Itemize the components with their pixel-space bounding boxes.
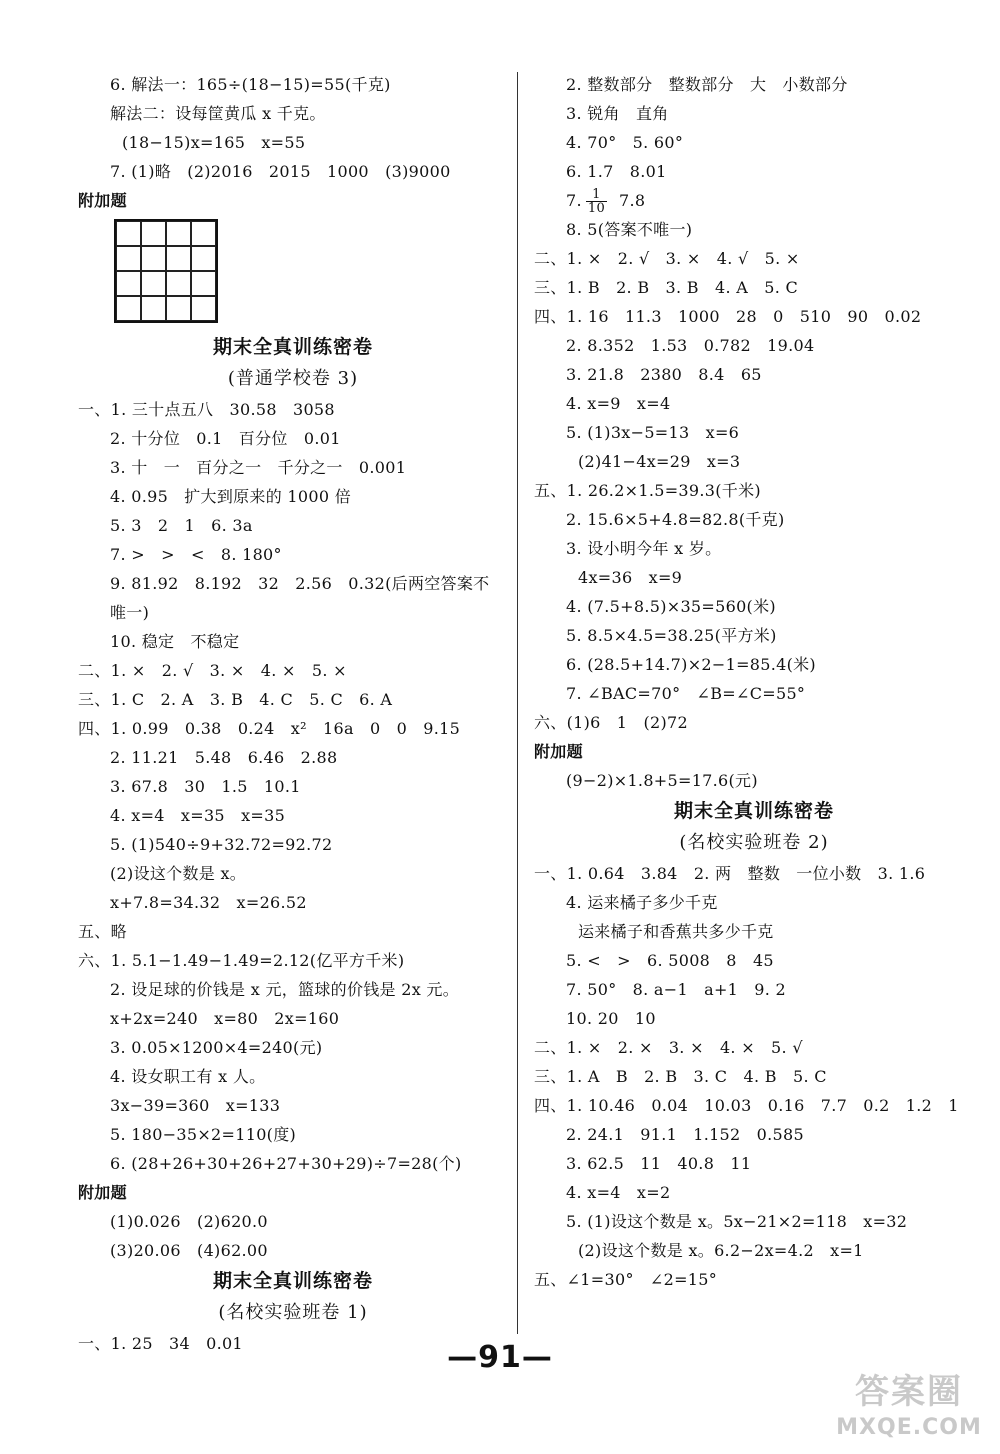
answer-line: 四、1. 0.99 0.38 0.24 x² 16a 0 0 9.15 xyxy=(78,719,461,738)
grid-cell xyxy=(116,246,141,271)
answer-line: 二、1. × 2. √ 3. × 4. × 5. × xyxy=(78,661,347,680)
answer-line: 2. 设足球的价钱是 x 元，篮球的价钱是 2x 元。 xyxy=(110,980,460,999)
answer-line: 2. 15.6×5+4.8=82.8(千克) xyxy=(566,510,785,529)
answer-line: 四、1. 10.46 0.04 10.03 0.16 7.7 0.2 1.2 1 xyxy=(534,1096,959,1115)
section-subtitle: (普通学校卷 3) xyxy=(227,368,359,389)
answer-line: 4. x=4 x=2 xyxy=(566,1183,671,1202)
answer-line: 三、1. C 2. A 3. B 4. C 5. C 6. A xyxy=(78,690,393,709)
grid-cell xyxy=(191,271,216,296)
answer-line: 二、1. × 2. × 3. × 4. × 5. √ xyxy=(534,1038,803,1057)
answer-line: (1)0.026 (2)620.0 xyxy=(110,1212,268,1231)
answer-line: 3. 67.8 30 1.5 10.1 xyxy=(110,777,301,796)
answer-line: 7. 50° 8. a−1 a+1 9. 2 xyxy=(566,980,787,999)
answer-line xyxy=(534,186,974,215)
answer-line: 一、1. 三十点五八 30.58 3058 xyxy=(78,400,335,419)
grid-cell xyxy=(141,246,166,271)
answer-line: 一、1. 0.64 3.84 2. 两 整数 一位小数 3. 1.6 xyxy=(534,864,926,883)
grid-cell xyxy=(191,296,216,321)
answer-line: 2. 11.21 5.48 6.46 2.88 xyxy=(110,748,338,767)
grid-cell xyxy=(191,221,216,246)
answer-line: 6. 1.7 8.01 xyxy=(566,162,667,181)
grid-cell xyxy=(166,296,191,321)
answer-line: 二、1. × 2. √ 3. × 4. √ 5. × xyxy=(534,249,800,268)
answer-line: 3. 21.8 2380 8.4 65 xyxy=(566,365,762,384)
answer-line: 6. (28.5+14.7)×2−1=85.4(米) xyxy=(566,655,816,674)
answer-line: 解法二：设每筐黄瓜 x 千克。 xyxy=(110,104,326,123)
grid-table xyxy=(114,219,218,323)
answer-line: 3. 0.05×1200×4=240(元) xyxy=(110,1038,323,1057)
answer-line: (2)设这个数是 x。6.2−2x=4.2 x=1 xyxy=(578,1241,864,1260)
answer-line: 8. 5(答案不唯一) xyxy=(566,220,693,239)
answer-line: 4x=36 x=9 xyxy=(578,568,683,587)
answer-line: 五、1. 26.2×1.5=39.3(千米) xyxy=(534,481,761,500)
answer-line: 一、1. 25 34 0.01 xyxy=(78,1334,243,1353)
answer-line: (9−2)×1.8+5=17.6(元) xyxy=(566,771,758,790)
answer-line: 六、1. 5.1−1.49−1.49=2.12(亿平方千米) xyxy=(78,951,405,970)
answer-line: 三、1. B 2. B 3. B 4. A 5. C xyxy=(534,278,799,297)
answer-line: x+7.8=34.32 x=26.52 xyxy=(110,893,307,912)
answer-line: 三、1. A B 2. B 3. C 4. B 5. C xyxy=(534,1067,827,1086)
answer-grid-figure xyxy=(78,215,508,331)
section-title: 期末全真训练密卷 xyxy=(212,1270,373,1292)
answer-line: 4. 0.95 扩大到原来的 1000 倍 xyxy=(110,487,352,506)
answer-line: (2)41−4x=29 x=3 xyxy=(578,452,741,471)
section-subtitle: (名校实验班卷 2) xyxy=(679,832,829,853)
answer-line: 6. (28+26+30+26+27+30+29)÷7=28(个) xyxy=(110,1154,462,1173)
bonus-heading: 附加题 xyxy=(78,1183,127,1202)
left-column xyxy=(78,70,508,1358)
grid-cell xyxy=(166,271,191,296)
answer-line: 6. 解法一：165÷(18−15)=55(千克) xyxy=(110,75,391,94)
fraction-numerator: 1 xyxy=(586,188,607,202)
answer-line: 5. (1)设这个数是 x。5x−21×2=118 x=32 xyxy=(566,1212,908,1231)
answer-line: 2. 十分位 0.1 百分位 0.01 xyxy=(110,429,341,448)
answer-line: 四、1. 16 11.3 1000 28 0 510 90 0.02 xyxy=(534,307,922,326)
answer-line: 4. 设女职工有 x 人。 xyxy=(110,1067,266,1086)
right-column xyxy=(534,70,974,1294)
answer-prefix: 7. xyxy=(566,191,582,210)
fraction-denominator: 10 xyxy=(587,201,606,216)
answer-line: 5. (1)540÷9+32.72=92.72 xyxy=(110,835,333,854)
grid-cell xyxy=(141,296,166,321)
answer-line: 4. (7.5+8.5)×35=560(米) xyxy=(566,597,776,616)
answer-line: 六、(1)6 1 (2)72 xyxy=(534,713,688,732)
answer-line: 3x−39=360 x=133 xyxy=(110,1096,281,1115)
watermark-text: 答案圈 xyxy=(855,1372,963,1412)
answer-line: (3)20.06 (4)62.00 xyxy=(110,1241,268,1260)
answer-line: 5. 180−35×2=110(度) xyxy=(110,1125,297,1144)
answer-line: 5. 3 2 1 6. 3a xyxy=(110,516,253,535)
page-number: —91— xyxy=(447,1340,553,1375)
answer-line: 7. ∠BAC=70° ∠B=∠C=55° xyxy=(566,684,806,703)
section-title: 期末全真训练密卷 xyxy=(673,800,834,822)
grid-cell xyxy=(141,271,166,296)
answer-line: 5. 8.5×4.5=38.25(平方米) xyxy=(566,626,777,645)
answer-line: (2)设这个数是 x。 xyxy=(110,864,247,883)
answer-line: x+2x=240 x=80 2x=160 xyxy=(110,1009,340,1028)
answer-line: 5. < > 6. 5008 8 45 xyxy=(566,951,774,970)
answer-line: 唯一) xyxy=(110,603,150,622)
grid-cell xyxy=(116,271,141,296)
answer-line: 7. > > < 8. 180° xyxy=(110,545,282,564)
grid-cell xyxy=(141,221,166,246)
answer-line: 2. 整数部分 整数部分 大 小数部分 xyxy=(566,75,848,94)
answer-line: 4. x=9 x=4 xyxy=(566,394,671,413)
answer-line: 3. 十 一 百分之一 千分之一 0.001 xyxy=(110,458,407,477)
answer-suffix: 7.8 xyxy=(619,191,646,210)
watermark-url: MXQE.COM xyxy=(836,1415,982,1440)
answer-line: 5. (1)3x−5=13 x=6 xyxy=(566,423,740,442)
answer-line: 10. 20 10 xyxy=(566,1009,656,1028)
answer-line: 3. 62.5 11 40.8 11 xyxy=(566,1154,752,1173)
watermark-logo xyxy=(834,1370,984,1448)
bonus-heading: 附加题 xyxy=(534,742,583,761)
grid-cell xyxy=(166,246,191,271)
answer-line: 10. 稳定 不稳定 xyxy=(110,632,240,651)
section-subtitle: (名校实验班卷 1) xyxy=(218,1302,368,1323)
answer-line: 4. 70° 5. 60° xyxy=(566,133,684,152)
answer-line: 运来橘子和香蕉共多少千克 xyxy=(578,922,774,941)
answer-line: 4. x=4 x=35 x=35 xyxy=(110,806,286,825)
answer-line: 五、略 xyxy=(78,922,127,941)
answer-line: 2. 24.1 91.1 1.152 0.585 xyxy=(566,1125,804,1144)
grid-cell xyxy=(116,221,141,246)
grid-cell xyxy=(166,221,191,246)
answer-line: 9. 81.92 8.192 32 2.56 0.32(后两空答案不 xyxy=(110,574,490,593)
column-divider xyxy=(517,72,518,1334)
answer-line: 4. 运来橘子多少千克 xyxy=(566,893,718,912)
answer-line: 3. 设小明今年 x 岁。 xyxy=(566,539,722,558)
answer-line: 3. 锐角 直角 xyxy=(566,104,669,123)
answer-line: (18−15)x=165 x=55 xyxy=(122,133,306,152)
grid-cell xyxy=(116,296,141,321)
answer-line: 五、∠1=30° ∠2=15° xyxy=(534,1270,718,1289)
answer-line: 7. (1)略 (2)2016 2015 1000 (3)9000 xyxy=(110,162,451,181)
answer-line: 2. 8.352 1.53 0.782 19.04 xyxy=(566,336,815,355)
bonus-heading: 附加题 xyxy=(78,191,127,210)
grid-cell xyxy=(191,246,216,271)
fraction xyxy=(586,188,607,215)
section-title: 期末全真训练密卷 xyxy=(212,336,373,358)
